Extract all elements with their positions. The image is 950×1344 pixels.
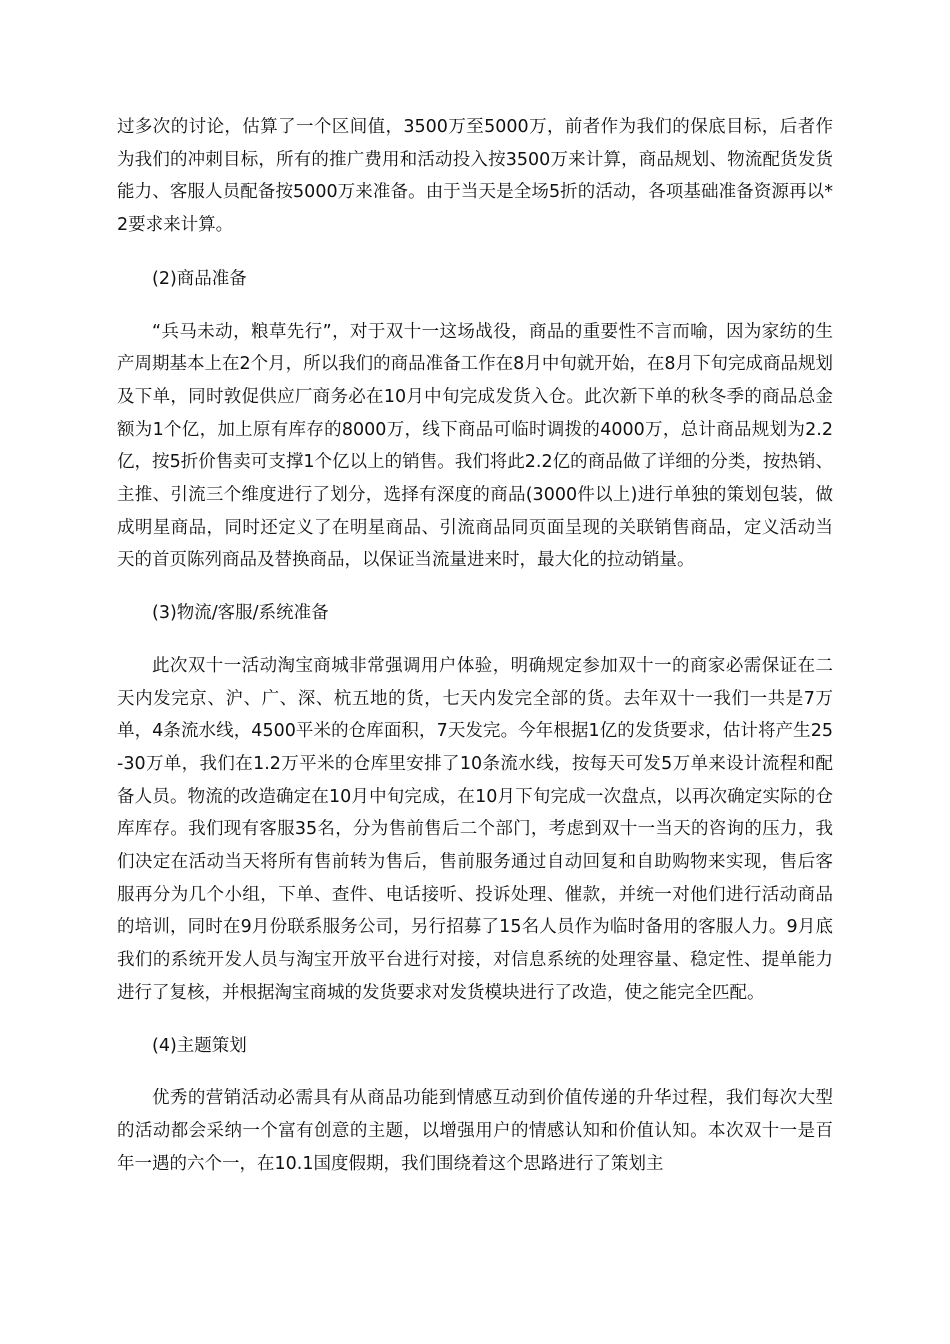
document-page [117, 111, 833, 1180]
paragraph-theme: 优秀的营销活动必需具有从商品功能到情感互动到价值传递的升华过程，我们每次大型的活动都会采纳一个富有创意的主题，以增强用户的情感认知和价值认知。本次双十一是百年一遇的六个一，在10.1国度假期，我们围绕着这个思路进行了策划主 [117, 1088, 833, 1174]
section-heading-product-prep: (2)商品准备 [152, 268, 247, 289]
spacer [117, 630, 833, 650]
paragraph-targets: 过多次的讨论，估算了一个区间值，3500万至5000万，前者作为我们的保底目标，后者作为我们的冲刺目标，所有的推广费用和活动投入按3500万来计算，商品规划、物流配货发货能力、客服人员配备按5000万来准备。由于当天是全场5折的活动，各项基础准备资源再以*2要求来计算。 [117, 117, 833, 236]
spacer [117, 242, 833, 263]
paragraph-logistics: 此次双十一活动淘宝商城非常强调用户体验，明确规定参加双十一的商家必需保证在二天内发完京、沪、广、深、杭五地的货，七天内发完全部的货。去年双十一我们一共是7万单，4条流水线，4500平米的仓库面积，7天发完。今年根据1亿的发货要求，估计将产生25-30万单，我们在1.2万平米的仓库里安排了10条流水线，按每天可发5万单来设计流程和配备人员。物流的改造确定在10月中旬完成，在10月下旬完成一次盘点，以再次确定实际的仓库库存。我们现有客服35名，分为售前售后二个部门，考虑到双十一当天的咨询的压力，我们决定在活动当天将所有售前转为售后，售前服务通过自动回复和自助购物来实现，售后客服再分为几个小组，下单、查件、电话接听、投诉处理、催款，并统一对他们进行活动商品的培训，同时在9月份联系服务公司，另行招募了15名人员作为临时备用的客服人力。9月底我们的系统开发人员与淘宝开放平台进行对接，对信息系统的处理容量、稳定性、提单能力进行了复核，并根据淘宝商城的发货要求对发货模块进行了改造，使之能完全匹配。 [117, 655, 833, 1003]
paragraph-product-prep: “兵马未动，粮草先行”，对于双十一这场战役，商品的重要性不言而喻，因为家纺的生产周期基本上在2个月，所以我们的商品准备工作在8月中旬就开始，在8月下旬完成商品规划及下单，同时敦促供应厂商务必在10月中旬完成发货入仓。此次新下单的秋冬季的商品总金额为1个亿，加上原有库存的8000万，线下商品可临时调拨的4000万，总计商品规划为2.2亿，按5折价售卖可支撑1个亿以上的销售。我们将此2.2亿的商品做了详细的分类，按热销、主推、引流三个维度进行了划分，选择有深度的商品(3000件以上)进行单独的策划包装，做成明星商品，同时还定义了在明星商品、引流商品同页面呈现的关联销售商品，定义活动当天的首页陈列商品及替换商品，以保证当流量进来时，最大化的拉动销量。 [117, 321, 833, 571]
section-heading-theme: (4)主题策划 [152, 1035, 247, 1056]
spacer [117, 577, 833, 597]
spacer [117, 1010, 833, 1030]
spacer [117, 1062, 833, 1082]
spacer [117, 296, 833, 316]
section-heading-logistics: (3)物流/客服/系统准备 [152, 603, 329, 624]
